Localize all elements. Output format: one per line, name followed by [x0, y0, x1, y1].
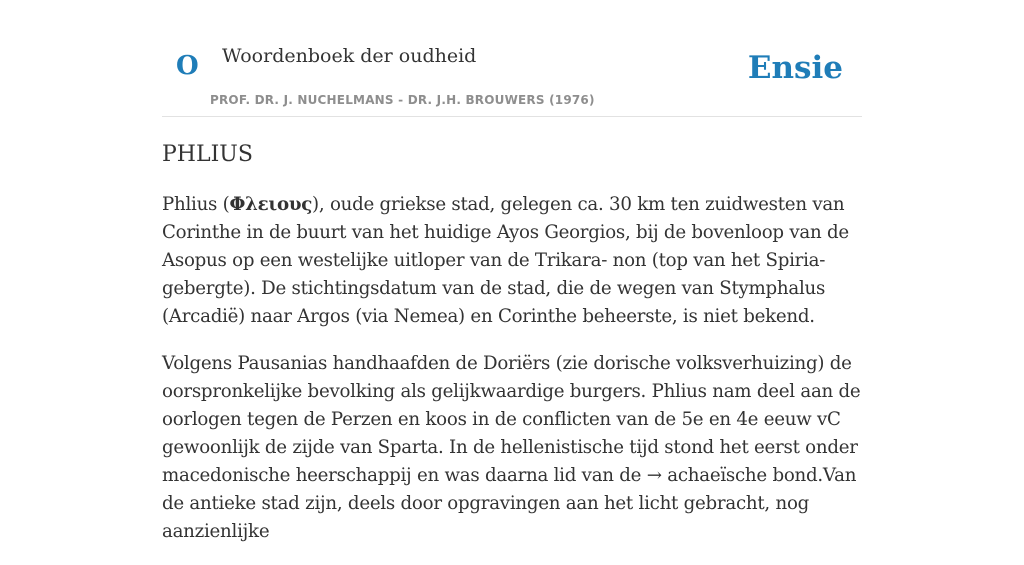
entry-paragraph-1 [162, 191, 862, 331]
book-authors: PROF. DR. J. NUCHELMANS - DR. J.H. BROUWERS (1976) [210, 93, 595, 107]
entry-title: PHLIUS [162, 142, 253, 167]
entry-content [162, 138, 862, 565]
header [162, 0, 862, 117]
letter-index[interactable]: O [176, 51, 199, 81]
greek-name: Φλειους [229, 194, 313, 215]
paragraph-text: Phlius ( [162, 194, 230, 215]
ensie-logo[interactable]: Ensie [747, 50, 843, 86]
entry-paragraph-2: Volgens Pausanias handhaafden de Doriërs (zie dorische volksverhuizing) de oorspronkelijke bevolking als gelijkwaardige burgers. Phlius nam deel aan de oorlogen tegen de Perzen en koos in de conflicten van de 5e en 4e eeuw vC gewoonlijk de zijde van Sparta. In de hellenistische tijd stond het eerst onder macedonische heerschappij en was daarna lid van de → achaeïsche bond.Van de antieke stad zijn, deels door opgravingen aan het licht gebracht, nog aanzienlijke [162, 353, 861, 542]
book-title[interactable]: Woordenboek der oudheid [222, 45, 477, 67]
paragraph-text: ), oude griekse stad, gelegen ca. 30 km ten zuidwesten van Corinthe in de buurt van het huidige Ayos Georgios, bij de bovenloop van de Asopus op een westelijke uitloper van de Trikara- non (top van het Spiria- gebergte). De stichtingsdatum van de stad, die de wegen van Stymphalus (Arcadië) naar Argos (via Nemea) en Corinthe beheerste, is niet bekend. [162, 194, 849, 327]
